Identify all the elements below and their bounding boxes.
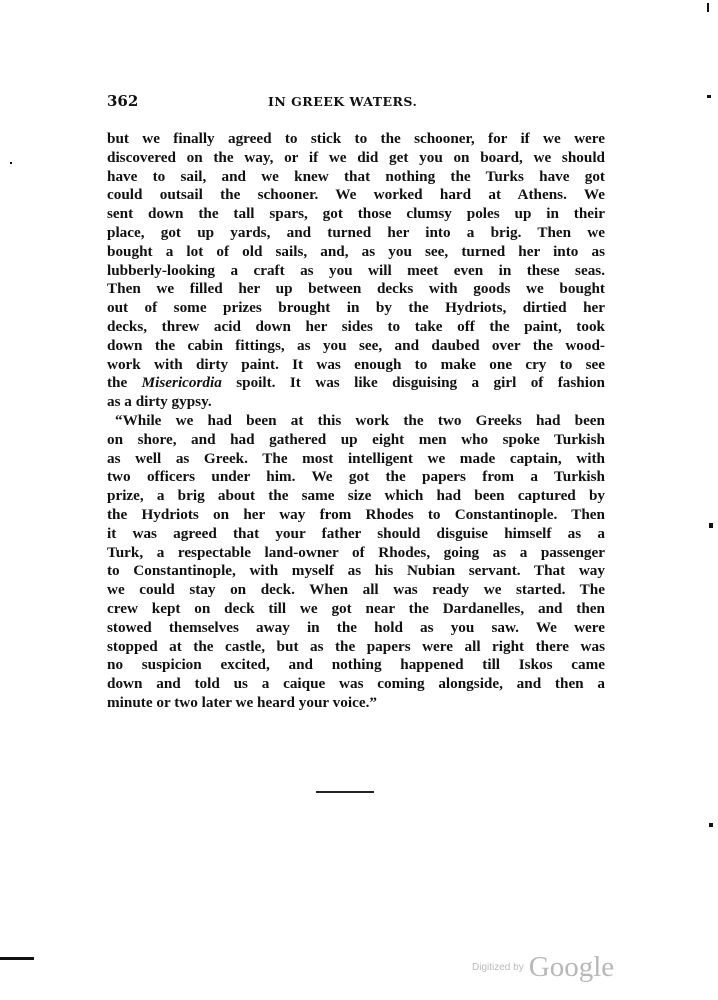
text-fragment: spoilt. It was like disguising a girl of fashion — [221, 374, 606, 392]
text-line-with-ship-name — [107, 374, 605, 393]
text-line: on shore, and had gathered up eight men who spoke Turkish — [107, 430, 605, 448]
google-watermark — [472, 951, 614, 984]
scan-mark-top-right — [707, 95, 711, 98]
text-line: discovered on the way, or if we did get you on board, we should — [107, 148, 605, 166]
text-line: decks, threw acid down her sides to take off the paint, took — [107, 317, 605, 335]
digitized-by-label: Digitized by — [472, 962, 524, 973]
text-line: work with dirty paint. It was enough to make one cry to see — [107, 355, 605, 373]
text-line: crew kept on deck till we got near the Dardanelles, and then — [107, 599, 605, 617]
google-logo: Google — [528, 951, 615, 983]
paragraph-end-line: as a dirty gypsy. — [107, 393, 212, 411]
text-line: lubberly-looking a craft as you will meet even in these seas. — [107, 261, 605, 279]
text-line: to Constantinople, with myself as his Nubian servant. That way — [107, 562, 605, 580]
text-line: it was agreed that your father should disguise himself as a — [107, 524, 605, 542]
text-line: out of some prizes brought in by the Hydriots, dirtied her — [107, 299, 605, 317]
text-line: Turk, a respectable land-owner of Rhodes, going as a passenger — [107, 543, 605, 561]
text-line: down the cabin fittings, as you see, and daubed over the wood- — [107, 336, 605, 354]
text-line: Then we filled her up between decks with goods we bought — [107, 280, 605, 298]
scan-mark-left-dash — [0, 957, 34, 960]
text-fragment: the — [107, 374, 142, 392]
text-line: two officers under him. We got the papers from a Turkish — [107, 468, 605, 486]
running-header: IN GREEK WATERS. — [268, 94, 418, 109]
text-line: but we finally agreed to stick to the schooner, for if we were — [107, 130, 605, 147]
text-line: down and told us a caique was coming alongside, and then a — [107, 675, 605, 693]
text-line: we could stay on deck. When all was ready we started. The — [107, 581, 605, 599]
text-line: could outsail the schooner. We worked hard at Athens. We — [107, 186, 605, 204]
scan-mark-lower-right — [709, 823, 713, 827]
paragraph-start-line: “While we had been at this work the two Greeks had been — [115, 411, 605, 429]
scan-mark-left-dot — [10, 162, 12, 164]
text-line: the Hydriots on her way from Rhodes to Constantinople. Then — [107, 505, 605, 523]
text-line: bought a lot of old sails, and, as you see, turned her into as — [107, 242, 605, 260]
body-text — [107, 130, 605, 713]
ship-name: Misericordia — [141, 374, 222, 392]
text-line: no suspicion excited, and nothing happened till Iskos came — [107, 656, 605, 674]
section-divider-rule — [316, 791, 374, 793]
scan-mark-top-tick — [707, 3, 709, 12]
text-line: sent down the tall spars, got those clumsy poles up in their — [107, 205, 605, 223]
scan-mark-mid-right — [709, 523, 713, 528]
text-line: place, got up yards, and turned her into a brig. Then we — [107, 223, 605, 241]
text-line: prize, a brig about the same size which had been captured by — [107, 487, 605, 505]
text-line: as well as Greek. The most intelligent we made captain, with — [107, 449, 605, 467]
page-number: 362 — [107, 92, 139, 110]
paragraph-end-line: minute or two later we heard your voice.” — [107, 693, 377, 711]
text-line: have to sail, and we knew that nothing the Turks have got — [107, 167, 605, 185]
text-line: stowed themselves away in the hold as you saw. We were — [107, 618, 605, 636]
text-line: stopped at the castle, but as the papers were all right there was — [107, 637, 605, 655]
